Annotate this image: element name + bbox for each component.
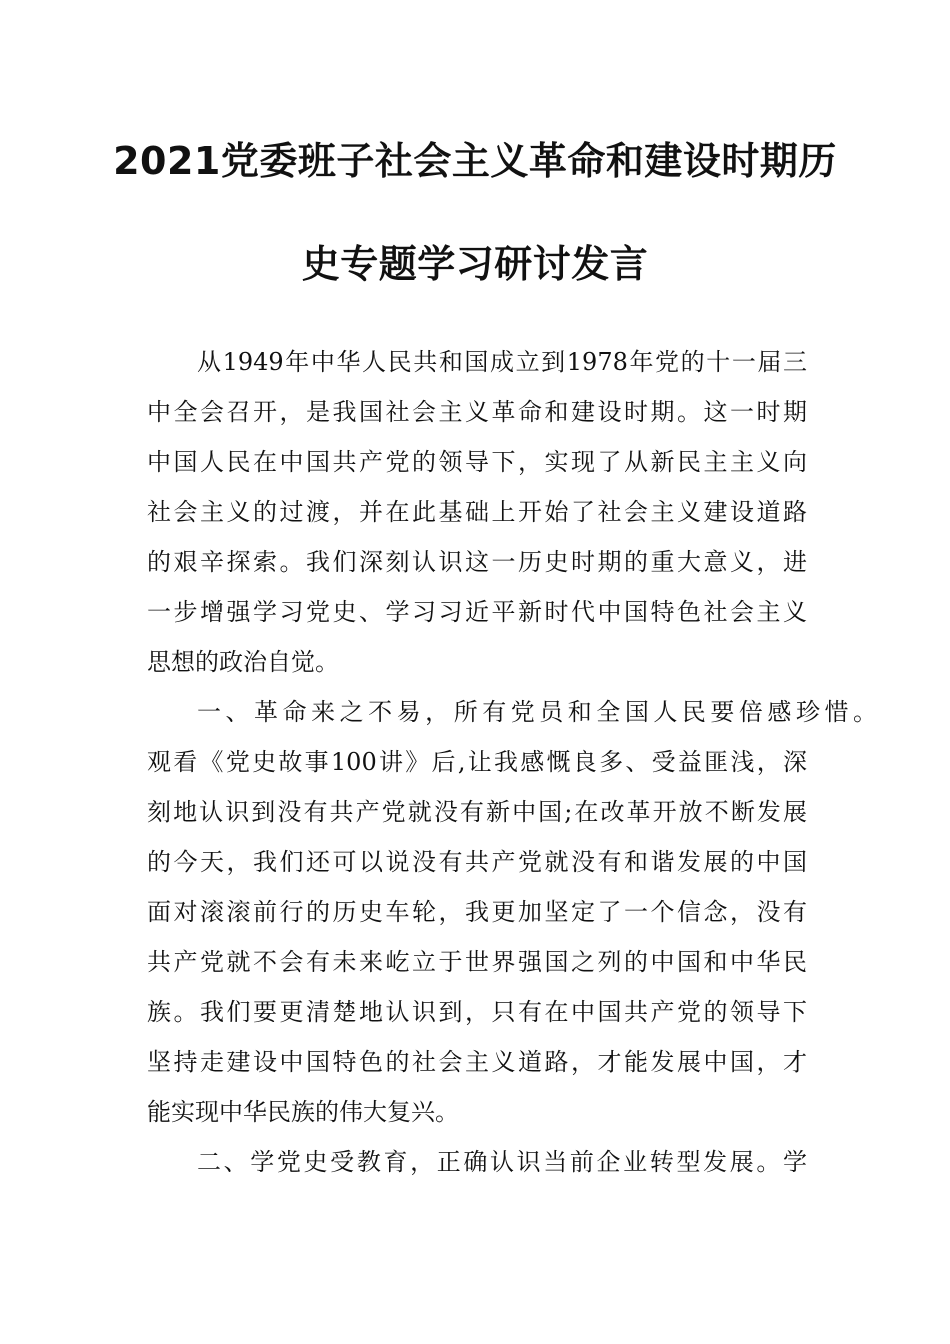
body-text-line: 能实现中华民族的伟大复兴。 — [147, 1098, 459, 1126]
body-text-line: 面对滚滚前行的历史车轮，我更加坚定了一个信念，没有 — [147, 898, 807, 926]
body-text-line: 的今天，我们还可以说没有共产党就没有和谐发展的中国 — [147, 848, 807, 876]
body-text-line: 刻地认识到没有共产党就没有新中国;在改革开放不断发展 — [147, 798, 807, 826]
body-text-line: 共产党就不会有未来屹立于世界强国之列的中国和中华民 — [147, 948, 807, 976]
body-text-line: 观看《党史故事100讲》后,让我感慨良多、受益匪浅，深 — [147, 748, 807, 776]
section-heading-line: 一、革命来之不易，所有党员和全国人民要倍感珍惜。 — [197, 698, 877, 726]
body-text-line: 坚持走建设中国特色的社会主义道路，才能发展中国，才 — [147, 1048, 807, 1076]
body-text-line: 的艰辛探索。我们深刻认识这一历史时期的重大意义，进 — [147, 548, 807, 576]
document-title-line-1: 2021党委班子社会主义革命和建设时期历 — [113, 139, 837, 183]
body-text-line: 族。我们要更清楚地认识到，只有在中国共产党的领导下 — [147, 998, 807, 1026]
body-text-line: 从1949年中华人民共和国成立到1978年党的十一届三 — [197, 348, 807, 376]
document-title-line-2: 史专题学习研讨发言 — [301, 242, 649, 286]
section-heading-line: 二、学党史受教育，正确认识当前企业转型发展。学 — [197, 1148, 807, 1176]
body-text-line: 社会主义的过渡，并在此基础上开始了社会主义建设道路 — [147, 498, 807, 526]
body-text-line: 中全会召开，是我国社会主义革命和建设时期。这一时期 — [147, 398, 807, 426]
body-text-line: 思想的政治自觉。 — [147, 648, 339, 676]
body-text-line: 一步增强学习党史、学习习近平新时代中国特色社会主义 — [147, 598, 807, 626]
body-text-line: 中国人民在中国共产党的领导下，实现了从新民主主义向 — [147, 448, 807, 476]
